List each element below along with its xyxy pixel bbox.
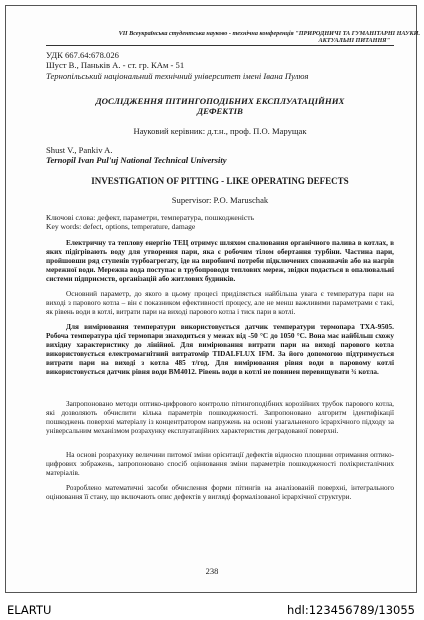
keywords-ua: Ключові слова: дефект, параметри, температура, пошкодженість xyxy=(46,213,255,222)
supervisor-en: Supervisor: P.O. Maruschak xyxy=(171,195,269,205)
paragraph-1: Електричну та теплову енергію ТЕЦ отримує шляхом спалювання органічного палива в котлах, в яких підігрівають воду для утворення пари, яка є робочим тілом обертання турбіни. Частина пари, пройшовши ряд ступенів турбоагрегату, іде на виробничі потреби підключених споживачів або на нагрів мережної води. Мережна вода поступає в трубопроводи теплових мереж, звідки подається в опалювальні системи підприємств, організацій або житлових будинків. xyxy=(46,239,394,284)
header-divider xyxy=(46,45,394,46)
paragraph-4: Запропоновано методи оптико-цифрового контролю пітингоподібних корозійних трубок парового котла, які дозволяють обчислити кілька параметрів пошкодженості. Запропоновано алгоритм ідентифікації пошкоджень поверхні матеріалу із концентратором напружень на основі узагальненого ієрархічного підходу за універсальним механізмом розрахунку експлуатаційних характеристик деградованої поверхні. xyxy=(46,400,394,436)
paragraph-6: Розроблено математичні засоби обчислення форми пітингів на аналізованій поверхні, інтегрального оцінювання її стану, що включають опис дефектів у вигляді формалізованої ієрархічної структури. xyxy=(46,484,394,502)
paragraph-5: На основі розрахунку величини питомої зміни орієнтації дефектів відносно площини отримання оптико-цифрових зображень, запропоновано спосіб оцінювання зміни параметрів пошкодженості полікристалічних матеріалів. xyxy=(46,451,394,478)
affiliation-ua: Тернопільський національний технічний університет імені Івана Пулюя xyxy=(46,71,309,81)
handle-identifier: hdl:123456789/13055 xyxy=(287,603,415,617)
conference-line-2: АКТУАЛЬНІ ПИТАННЯ" xyxy=(318,37,390,44)
repository-footer xyxy=(0,600,424,620)
keywords-en: Key words: defect, options, temperature, damage xyxy=(46,222,196,231)
udc-code: УДК 667.64:678.026 xyxy=(46,50,119,60)
repository-name: ELARTU xyxy=(7,603,52,617)
authors-en: Shust V., Pankiv A. xyxy=(46,145,113,155)
title-en: INVESTIGATION OF PITTING - LIKE OPERATING DEFECTS xyxy=(91,176,349,186)
authors-ua: Шуст В., Паньків А. - ст. гр. КАм - 51 xyxy=(46,60,185,70)
page-number: 238 xyxy=(205,566,219,576)
title-ua-line-2: ДЕФЕКТІВ xyxy=(197,106,243,116)
paragraph-2: Основний параметр, до якого в цьому процесі приділяється найбільша увага є температура пари на виході з парового котла – він є показником ефективності процесу, але не менш важливими параметрами є такі, як рівень води в котлі, витрати пари на виході парового котла і тиск пари в котлі. xyxy=(46,290,394,317)
affiliation-en: Ternopil Ivan Pul'uj National Technical University xyxy=(46,155,227,165)
title-ua-line-1: ДОСЛІДЖЕННЯ ПІТИНГОПОДІБНИХ ЕКСПЛУАТАЦІЙНИХ xyxy=(95,96,345,106)
supervisor-ua: Науковий керівник: д.т.н., проф. П.О. Марущак xyxy=(133,126,307,136)
paragraph-3: Для вимірювання температури використовується датчик температури термопара ТХА-9505. Робоча температура цієї термопари знаходиться у межах від -50 °С до 1050 °С. Вона має найбільш схожу вихідну характеристику до лінійної. Для вимірювання витрати пари на виході парового котла використовується електромагнітний витратомір TIDALFLUX IFM. За його допомогою підтримується витрати пари на виході з котла 485 т/год. Для вимірювання рівня води в паровому котлі використовується датчик рівня води ВМ4012. Рівень води в котлі не повинен перевищувати ¾ котла. xyxy=(46,323,394,377)
conference-line-1: VII Всеукраїнська студентська науково - технічна конференція "ПРИРОДНИЧІ ТА ГУМАНІТАРНІ НАУКИ. xyxy=(118,30,420,37)
conference-header xyxy=(20,30,420,44)
